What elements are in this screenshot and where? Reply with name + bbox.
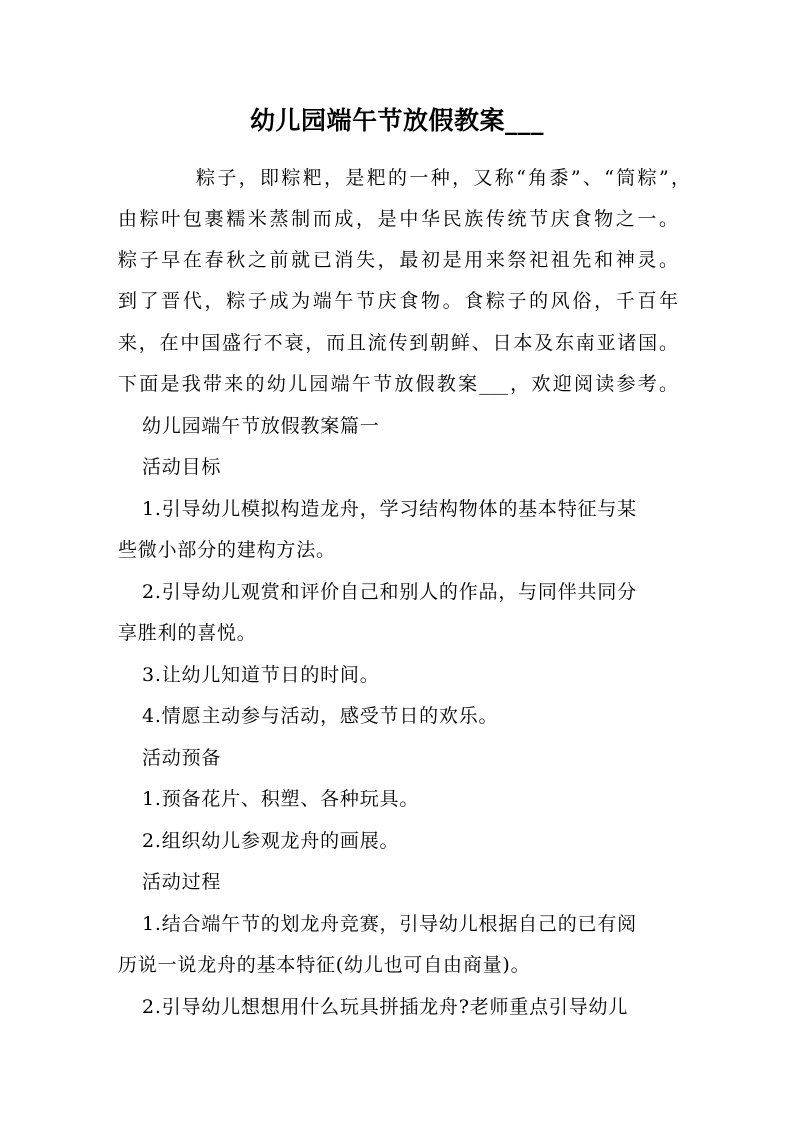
goal-item-2-line-1: 2.引导幼儿观赏和评价自己和别人的作品，与同伴共同分 [142,581,637,603]
section-heading: 幼儿园端午节放假教案篇一 [142,415,380,437]
goal-item-2-line-2: 享胜利的喜悦。 [118,622,257,644]
goals-heading: 活动目标 [142,456,222,478]
goal-item-1-line-2: 些微小部分的建构方法。 [118,539,336,561]
intro-line-2: 由粽叶包裹糯米蒸制而成，是中华民族传统节庆食物之一。 [118,208,678,230]
intro-line-5: 来，在中国盛行不衰，而且流传到朝鲜、日本及东南亚诸国。 [118,332,678,354]
preparation-heading: 活动预备 [142,747,222,769]
process-heading: 活动过程 [142,871,222,893]
process-item-1-line-2: 历说一说龙舟的基本特征(幼儿也可自由商量)。 [118,954,531,976]
intro-line-1: 粽子，即粽粑，是粑的一种，又称“角黍”、“筒粽”， [196,167,690,189]
intro-line-6: 下面是我带来的幼儿园端午节放假教案___，欢迎阅读参考。 [118,373,678,395]
preparation-item-2: 2.组织幼儿参观龙舟的画展。 [142,830,400,852]
goal-item-1-line-1: 1.引导幼儿模拟构造龙舟，学习结构物体的基本特征与某 [142,498,637,520]
intro-line-3: 粽子早在春秋之前就已消失，最初是用来祭祀祖先和神灵。 [118,249,678,271]
goal-item-4: 4.情愿主动参与活动，感受节日的欢乐。 [142,705,499,727]
preparation-item-1: 1.预备花片、积塑、各种玩具。 [142,788,420,810]
goal-item-3: 3.让幼儿知道节日的时间。 [142,664,380,686]
document-title: 幼儿园端午节放假教案___ [249,106,544,135]
process-item-1-line-1: 1.结合端午节的划龙舟竞赛，引导幼儿根据自己的已有阅 [142,913,637,935]
intro-line-4: 到了晋代，粽子成为端午节庆食物。食粽子的风俗，千百年 [118,290,678,312]
process-item-2-line-1: 2.引导幼儿想想用什么玩具拼插龙舟?老师重点引导幼儿 [142,996,629,1018]
